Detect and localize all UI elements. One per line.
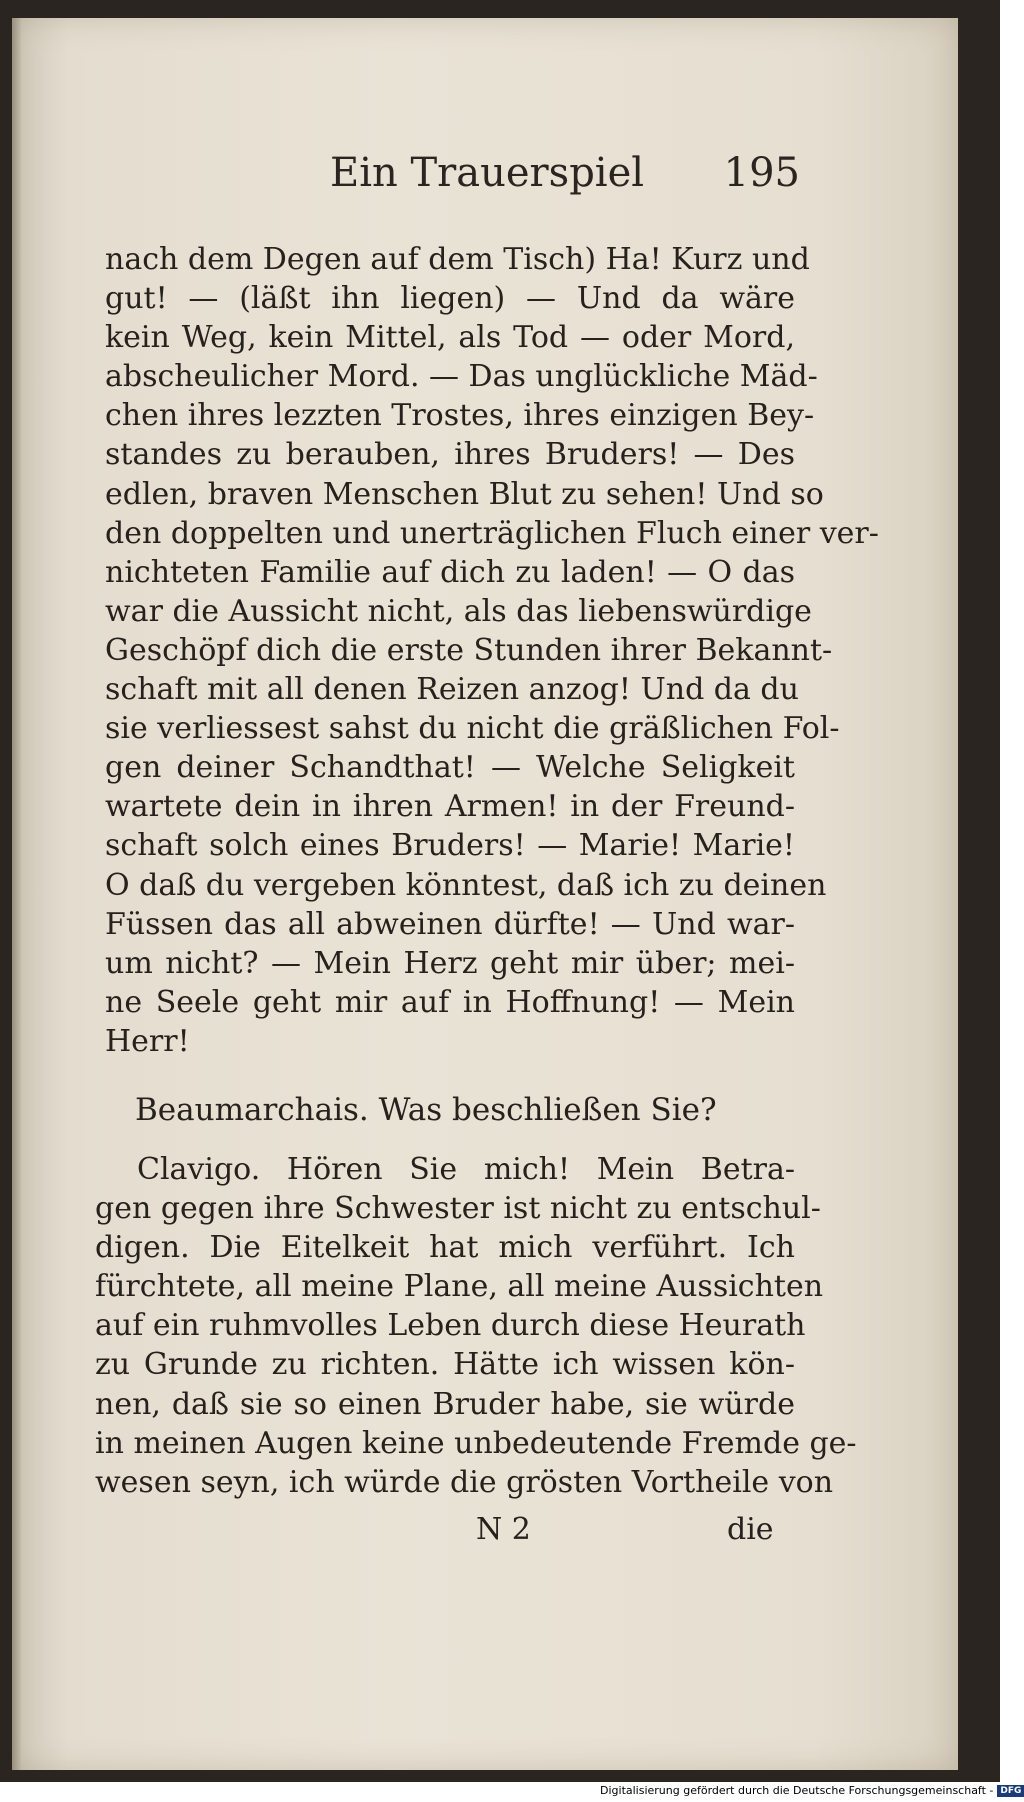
paragraph-monologue	[105, 240, 879, 1061]
footer-text: Digitalisierung gefördert durch die Deutsche Forschungsgemeinschaft -	[600, 1784, 994, 1797]
text-line: chen ihres lezzten Trostes, ihres einzigen Bey-	[105, 398, 815, 434]
text-line: in meinen Augen keine unbedeutende Fremde ge-	[95, 1425, 857, 1461]
text-line: den doppelten und unerträglichen Fluch einer ver-	[105, 515, 879, 551]
text-line: nichteten Familie auf dich zu laden! — O das	[105, 554, 795, 590]
page-number: 195	[723, 150, 800, 196]
catchword: die	[727, 1512, 774, 1547]
text-line: Clavigo. Hören Sie mich! Mein Betra-	[137, 1152, 795, 1187]
speaker-line-beaumarchais: Beaumarchais. Was beschließen Sie?	[135, 1092, 717, 1128]
text-line: ne Seele geht mir auf in Hoffnung! — Mein	[105, 984, 795, 1020]
text-line: Herr!	[105, 1023, 190, 1059]
running-head-title: Ein Trauerspiel	[330, 150, 645, 196]
text-line: um nicht? — Mein Herz geht mir über; mei-	[105, 945, 795, 981]
text-line: fürchtete, all meine Plane, all meine Aussichten	[95, 1269, 824, 1305]
text-line: sie verliessest sahst du nicht die gräßlichen Fol-	[105, 711, 840, 747]
paragraph-clavigo	[95, 1150, 857, 1502]
text-line: nach dem Degen auf dem Tisch) Ha! Kurz und	[105, 242, 810, 277]
text-line: digen. Die Eitelkeit hat mich verführt. Ich	[95, 1230, 795, 1266]
text-line: kein Weg, kein Mittel, als Tod — oder Mord,	[105, 320, 795, 356]
text-line: schaft mit all denen Reizen anzog! Und da du	[105, 672, 799, 708]
text-line: Füssen das all abweinen dürfte! — Und war-	[105, 906, 795, 942]
running-head	[80, 150, 800, 210]
signature-mark: N 2	[476, 1512, 531, 1547]
text-line: zu Grunde zu richten. Hätte ich wissen kön-	[95, 1347, 795, 1383]
text-line: O daß du vergeben könntest, daß ich zu deinen	[105, 867, 827, 903]
digitization-footer	[600, 1784, 1022, 1800]
text-line: wartete dein in ihren Armen! in der Freund-	[105, 789, 795, 825]
text-line: abscheulicher Mord. — Das unglückliche Mäd-	[105, 359, 818, 395]
text-line: standes zu berauben, ihres Bruders! — Des	[105, 437, 795, 473]
text-line: schaft solch eines Bruders! — Marie! Marie!	[105, 828, 795, 864]
text-line: nen, daß sie so einen Bruder habe, sie würde	[95, 1386, 795, 1422]
dfg-logo-icon: DFG	[997, 1785, 1024, 1797]
text-line: auf ein ruhmvolles Leben durch diese Heurath	[95, 1308, 806, 1344]
text-line: edlen, braven Menschen Blut zu sehen! Und so	[105, 476, 824, 512]
text-line: gut! — (läßt ihn liegen) — Und da wäre	[105, 281, 795, 317]
text-line: Geschöpf dich die erste Stunden ihrer Bekannt-	[105, 632, 833, 668]
text-line: gen gegen ihre Schwester ist nicht zu entschul-	[95, 1191, 821, 1227]
text-line: war die Aussicht nicht, als das liebenswürdige	[105, 593, 812, 629]
text-line: wesen seyn, ich würde die grösten Vortheile von	[95, 1464, 834, 1500]
page-gutter-shadow	[12, 18, 22, 1770]
text-line: gen deiner Schandthat! — Welche Seligkeit	[105, 750, 795, 786]
